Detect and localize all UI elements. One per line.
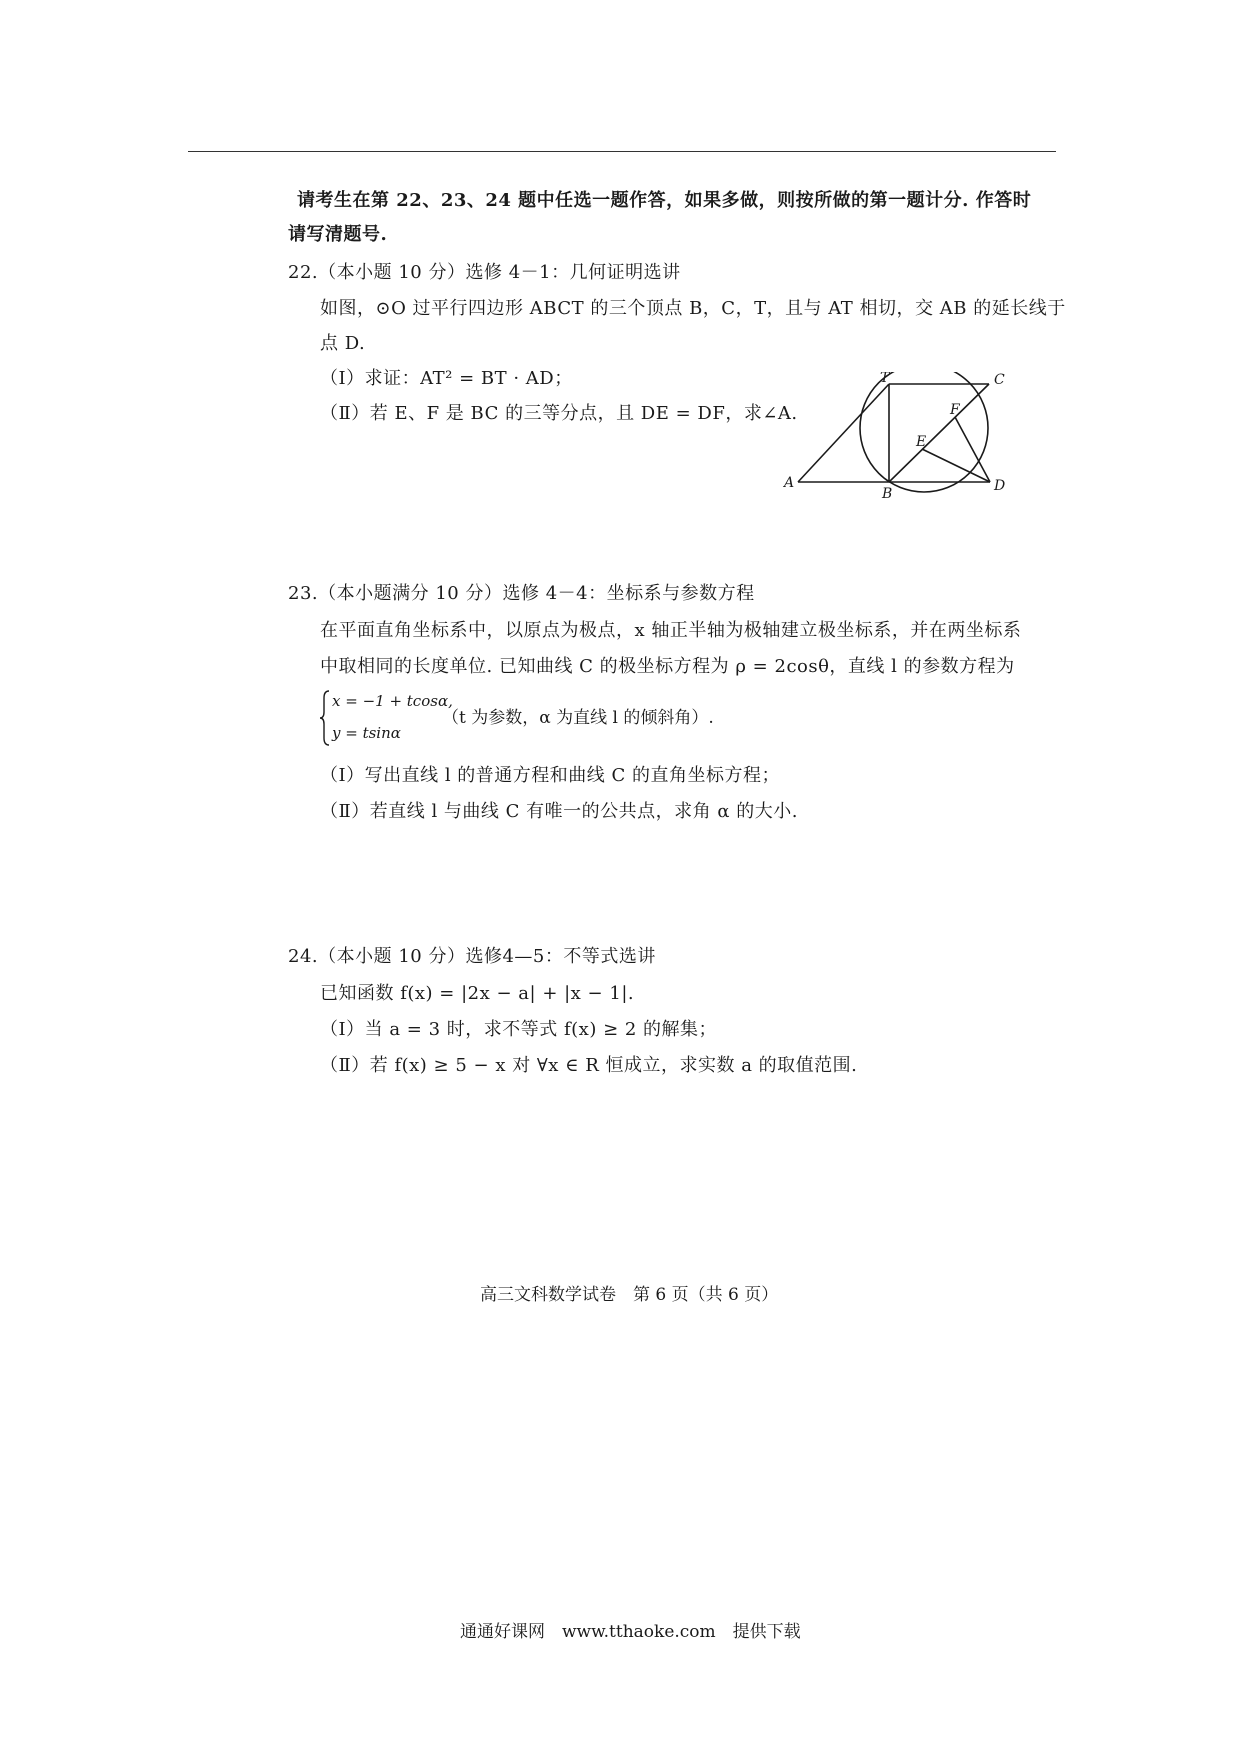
q22-heading: 22.（本小题 10 分）选修 4－1：几何证明选讲 [288,262,681,283]
segment-de [922,449,990,482]
q24-part-2: （Ⅱ）若 f(x) ≥ 5 − x 对 ∀x ∈ R 恒成立，求实数 a 的取值范围. [320,1055,858,1076]
segment-at [798,384,889,482]
page-footer: 高三文科数学试卷 第 6 页（共 6 页） [480,1285,779,1305]
label-f: F [950,402,960,418]
label-t: T [880,372,890,386]
top-divider [188,151,1056,152]
q22-body-line-1: 如图，⊙O 过平行四边形 ABCT 的三个顶点 B，C，T，且与 AT 相切，交 AB 的延长线于 [320,298,1066,319]
q23-heading: 23.（本小题满分 10 分）选修 4－4：坐标系与参数方程 [288,583,755,604]
q23-part-2: （Ⅱ）若直线 l 与曲线 C 有唯一的公共点，求角 α 的大小. [320,801,798,822]
q22-part-2: （Ⅱ）若 E、F 是 BC 的三等分点，且 DE = DF，求∠A. [320,403,798,424]
q23-part-1: （Ⅰ）写出直线 l 的普通方程和曲线 C 的直角坐标方程； [320,765,781,786]
instruction-line-1: 请考生在第 22、23、24 题中任选一题作答，如果多做，则按所做的第一题计分. 作答时 [297,190,1032,211]
q22-body-line-2: 点 D. [320,333,366,354]
label-c: C [994,372,1005,388]
label-a: A [784,475,795,491]
circle-o [860,372,988,492]
parametric-note: （t 为参数，α 为直线 l 的倾斜角）. [442,708,714,728]
q23-body-line-2: 中取相同的长度单位. 已知曲线 C 的极坐标方程为 ρ = 2cosθ，直线 l 的参数方程为 [320,656,1015,677]
q24-part-1: （Ⅰ）当 a = 3 时，求不等式 f(x) ≥ 2 的解集； [320,1019,718,1040]
q24-body-line-1: 已知函数 f(x) = |2x − a| + |x − 1|. [320,983,635,1004]
parametric-equation-y: y = tsinα [332,724,401,742]
instruction-line-2: 请写清题号. [288,224,388,245]
geometry-figure [780,372,1020,508]
left-brace [320,690,330,746]
label-d: D [994,478,1006,494]
label-b: B [882,486,893,502]
q23-body-line-1: 在平面直角坐标系中，以原点为极点，x 轴正半轴为极轴建立极坐标系，并在两坐标系 [320,620,1022,641]
source-credit: 通通好课网 www.tthaoke.com 提供下载 [460,1622,801,1642]
label-e: E [916,434,927,450]
parametric-system [320,690,840,746]
parametric-equation-x: x = −1 + tcosα, [332,692,453,710]
q22-part-1: （Ⅰ）求证：AT² = BT · AD； [320,368,573,389]
q24-heading: 24.（本小题 10 分）选修4—5：不等式选讲 [288,946,656,967]
geometry-figure-svg [780,372,1020,508]
